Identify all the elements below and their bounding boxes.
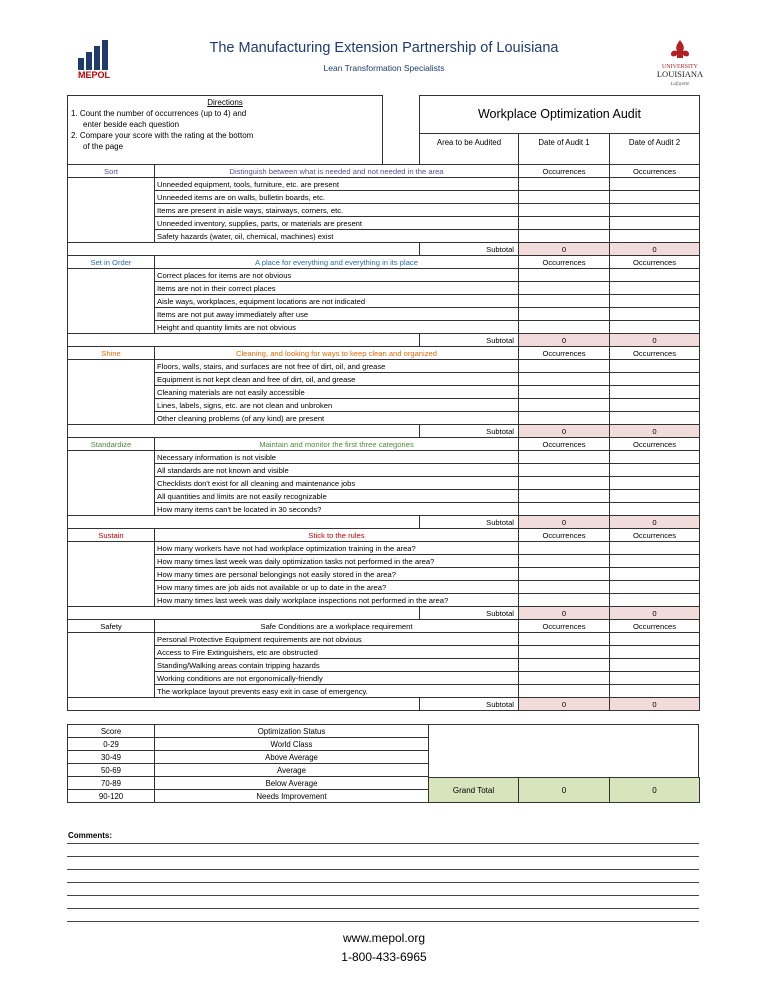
section-description-sort: Distinguish between what is needed and not needed in the area — [155, 165, 519, 178]
subtotal-audit-1[interactable]: 0 — [519, 334, 610, 347]
occurrences-header-1: Occurrences — [519, 165, 610, 178]
question-text: Items are not put away immediately after use — [155, 308, 519, 321]
occurrence-input-audit-2[interactable] — [610, 685, 700, 698]
question-text: Necessary information is not visible — [155, 451, 519, 464]
subtotal-audit-2[interactable]: 0 — [610, 425, 700, 438]
question-text: Checklists don't exist for all cleaning and maintenance jobs — [155, 477, 519, 490]
section-description-set: A place for everything and everything in its place — [155, 256, 519, 269]
mepol-logo-text: MEPOL — [77, 70, 111, 80]
occurrence-input-audit-2[interactable] — [610, 581, 700, 594]
question-text: Equipment is not kept clean and free of dirt, oil, and grease — [155, 373, 519, 386]
occurrence-input-audit-2[interactable] — [610, 594, 700, 607]
status-header: Optimization Status — [155, 725, 429, 738]
audit-title: Workplace Optimization Audit — [420, 96, 700, 134]
audit-form — [67, 95, 700, 711]
comment-line[interactable] — [67, 921, 699, 922]
comment-line[interactable] — [67, 908, 699, 909]
directions-step1-line2: enter beside each question — [83, 120, 180, 129]
section-name-safety: Safety — [68, 620, 155, 633]
occurrence-input-audit-1[interactable] — [519, 451, 610, 464]
optimization-status: Needs Improvement — [155, 790, 429, 803]
section-spacer — [68, 542, 155, 607]
subtotal-audit-1[interactable]: 0 — [519, 425, 610, 438]
subtotal-spacer — [68, 516, 420, 529]
occurrences-header-2: Occurrences — [610, 347, 700, 360]
occurrence-input-audit-1[interactable] — [519, 308, 610, 321]
occurrence-input-audit-1[interactable] — [519, 542, 610, 555]
occurrence-input-audit-2[interactable] — [610, 555, 700, 568]
occurrence-input-audit-1[interactable] — [519, 282, 610, 295]
section-spacer — [68, 633, 155, 698]
question-text: Height and quantity limits are not obvious — [155, 321, 519, 334]
subtotal-label: Subtotal — [420, 698, 519, 711]
subtotal-spacer — [68, 698, 420, 711]
occurrence-input-audit-2[interactable] — [610, 633, 700, 646]
section-description-safety: Safe Conditions are a workplace requirement — [155, 620, 519, 633]
directions-title: Directions — [207, 98, 243, 107]
ul-logo-top: UNIVERSITY — [662, 64, 698, 70]
occurrence-input-audit-1[interactable] — [519, 672, 610, 685]
occurrences-header-2: Occurrences — [610, 165, 700, 178]
score-row — [68, 790, 429, 803]
subtotal-label: Subtotal — [420, 243, 519, 256]
section-spacer — [68, 269, 155, 334]
occurrence-input-audit-2[interactable] — [610, 217, 700, 230]
subtotal-audit-1[interactable]: 0 — [519, 516, 610, 529]
subtotal-audit-2[interactable]: 0 — [610, 243, 700, 256]
occurrence-input-audit-2[interactable] — [610, 295, 700, 308]
section-description-shine: Cleaning, and looking for ways to keep clean and organized — [155, 347, 519, 360]
optimization-status: Below Average — [155, 777, 429, 790]
subtotal-audit-2[interactable]: 0 — [610, 698, 700, 711]
score-range: 90-120 — [68, 790, 155, 803]
occurrence-input-audit-2[interactable] — [610, 646, 700, 659]
occurrence-input-audit-2[interactable] — [610, 503, 700, 516]
grand-total-label: Grand Total — [429, 778, 519, 803]
grand-total-audit-2[interactable]: 0 — [610, 778, 700, 803]
occurrence-input-audit-2[interactable] — [610, 386, 700, 399]
occurrence-input-audit-1[interactable] — [519, 503, 610, 516]
occurrence-input-audit-2[interactable] — [610, 412, 700, 425]
question-text: Standing/Walking areas contain tripping hazards — [155, 659, 519, 672]
section-name-set: Set in Order — [68, 256, 155, 269]
occurrences-header-1: Occurrences — [519, 256, 610, 269]
occurrence-input-audit-1[interactable] — [519, 373, 610, 386]
occurrence-input-audit-2[interactable] — [610, 490, 700, 503]
occurrence-input-audit-1[interactable] — [519, 386, 610, 399]
score-row — [68, 738, 429, 751]
occurrence-input-audit-1[interactable] — [519, 217, 610, 230]
occurrence-input-audit-2[interactable] — [610, 230, 700, 243]
subtotal-audit-2[interactable]: 0 — [610, 334, 700, 347]
directions-step1-line1: 1. Count the number of occurrences (up to 4) and — [71, 109, 247, 118]
question-text: All quantities and limits are not easily recognizable — [155, 490, 519, 503]
occurrence-input-audit-1[interactable] — [519, 555, 610, 568]
comment-line[interactable] — [67, 895, 699, 896]
directions-step2-line2: of the page — [83, 142, 124, 151]
footer-phone: 1-800-433-6965 — [341, 950, 427, 964]
occurrence-input-audit-2[interactable] — [610, 451, 700, 464]
comment-line[interactable] — [67, 869, 699, 870]
page-title: The Manufacturing Extension Partnership of Louisiana — [209, 40, 559, 56]
question-text: Safety hazards (water, oil, chemical, machines) exist — [155, 230, 519, 243]
occurrence-input-audit-1[interactable] — [519, 477, 610, 490]
occurrence-input-audit-1[interactable] — [519, 360, 610, 373]
question-text: Floors, walls, stairs, and surfaces are not free of dirt, oil, and grease — [155, 360, 519, 373]
question-text: Lines, labels, signs, etc. are not clean and unbroken — [155, 399, 519, 412]
score-header: Score — [68, 725, 155, 738]
occurrences-header-1: Occurrences — [519, 438, 610, 451]
occurrences-header-2: Occurrences — [610, 620, 700, 633]
occurrences-header-2: Occurrences — [610, 438, 700, 451]
score-range: 70-89 — [68, 777, 155, 790]
section-spacer — [68, 451, 155, 516]
score-range: 50-69 — [68, 764, 155, 777]
subtotal-label: Subtotal — [420, 425, 519, 438]
comments-label: Comments: — [68, 831, 113, 840]
occurrence-input-audit-2[interactable] — [610, 477, 700, 490]
occurrence-input-audit-1[interactable] — [519, 490, 610, 503]
optimization-status: World Class — [155, 738, 429, 751]
optimization-status: Above Average — [155, 751, 429, 764]
col-date-audit-1: Date of Audit 1 — [519, 134, 610, 165]
question-text: Working conditions are not ergonomically-friendly — [155, 672, 519, 685]
grand-total-table — [428, 777, 700, 803]
occurrence-input-audit-2[interactable] — [610, 672, 700, 685]
occurrence-input-audit-2[interactable] — [610, 308, 700, 321]
section-description-standardize: Maintain and monitor the first three categories — [155, 438, 519, 451]
occurrence-input-audit-1[interactable] — [519, 321, 610, 334]
question-text: How many items can't be located in 30 seconds? — [155, 503, 519, 516]
question-text: Correct places for items are not obvious — [155, 269, 519, 282]
subtotal-label: Subtotal — [420, 334, 519, 347]
col-area-audited: Area to be Audited — [420, 134, 519, 165]
subtotal-audit-2[interactable]: 0 — [610, 607, 700, 620]
col-date-audit-2: Date of Audit 2 — [610, 134, 700, 165]
section-name-standardize: Standardize — [68, 438, 155, 451]
occurrence-input-audit-1[interactable] — [519, 295, 610, 308]
occurrence-input-audit-2[interactable] — [610, 321, 700, 334]
page-subtitle: Lean Transformation Specialists — [323, 63, 445, 73]
question-text: How many times last week was daily workplace inspections not performed in the area? — [155, 594, 519, 607]
occurrence-input-audit-1[interactable] — [519, 568, 610, 581]
directions-step2-line1: 2. Compare your score with the rating at the bottom — [71, 131, 254, 140]
occurrence-input-audit-2[interactable] — [610, 360, 700, 373]
section-spacer — [68, 360, 155, 425]
subtotal-audit-1[interactable]: 0 — [519, 243, 610, 256]
occurrence-input-audit-1[interactable] — [519, 646, 610, 659]
score-row — [68, 764, 429, 777]
question-text: Unneeded inventory, supplies, parts, or materials are present — [155, 217, 519, 230]
occurrence-input-audit-1[interactable] — [519, 269, 610, 282]
occurrence-input-audit-2[interactable] — [610, 178, 700, 191]
question-text: Personal Protective Equipment requirements are not obvious — [155, 633, 519, 646]
question-text: Unneeded equipment, tools, furniture, etc. are present — [155, 178, 519, 191]
occurrences-header-1: Occurrences — [519, 620, 610, 633]
occurrences-header-1: Occurrences — [519, 529, 610, 542]
question-text: Aisle ways, workplaces, equipment locations are not indicated — [155, 295, 519, 308]
score-range: 30-49 — [68, 751, 155, 764]
occurrence-input-audit-1[interactable] — [519, 230, 610, 243]
subtotal-audit-1[interactable]: 0 — [519, 607, 610, 620]
comment-line[interactable] — [67, 843, 699, 844]
question-text: Items are not in their correct places — [155, 282, 519, 295]
section-spacer — [68, 178, 155, 243]
occurrence-input-audit-2[interactable] — [610, 191, 700, 204]
question-text: Unneeded items are on walls, bulletin boards, etc. — [155, 191, 519, 204]
section-name-sustain: Sustain — [68, 529, 155, 542]
occurrences-header-1: Occurrences — [519, 347, 610, 360]
occurrence-input-audit-1[interactable] — [519, 178, 610, 191]
subtotal-audit-1[interactable]: 0 — [519, 698, 610, 711]
ul-lafayette-logo — [650, 38, 710, 88]
comment-line[interactable] — [67, 856, 699, 857]
occurrence-input-audit-2[interactable] — [610, 269, 700, 282]
occurrence-input-audit-2[interactable] — [610, 373, 700, 386]
grand-total-audit-1[interactable]: 0 — [519, 778, 610, 803]
score-range: 0-29 — [68, 738, 155, 751]
occurrence-input-audit-2[interactable] — [610, 659, 700, 672]
footer-url[interactable]: www.mepol.org — [342, 931, 426, 945]
question-text: How many times are personal belongings not easily stored in the area? — [155, 568, 519, 581]
occurrence-input-audit-1[interactable] — [519, 204, 610, 217]
occurrences-header-2: Occurrences — [610, 529, 700, 542]
question-text: Items are present in aisle ways, stairways, corners, etc. — [155, 204, 519, 217]
ul-logo-bottom: Lafayette — [670, 82, 690, 87]
subtotal-label: Subtotal — [420, 516, 519, 529]
subtotal-spacer — [68, 425, 420, 438]
occurrence-input-audit-1[interactable] — [519, 581, 610, 594]
occurrence-input-audit-2[interactable] — [610, 568, 700, 581]
occurrence-input-audit-2[interactable] — [610, 282, 700, 295]
occurrence-input-audit-1[interactable] — [519, 399, 610, 412]
section-name-sort: Sort — [68, 165, 155, 178]
occurrence-input-audit-2[interactable] — [610, 542, 700, 555]
occurrence-input-audit-2[interactable] — [610, 464, 700, 477]
subtotal-spacer — [68, 243, 420, 256]
subtotal-label: Subtotal — [420, 607, 519, 620]
occurrences-header-2: Occurrences — [610, 256, 700, 269]
occurrence-input-audit-1[interactable] — [519, 464, 610, 477]
subtotal-audit-2[interactable]: 0 — [610, 516, 700, 529]
question-text: How many workers have not had workplace optimization training in the area? — [155, 542, 519, 555]
occurrence-input-audit-1[interactable] — [519, 412, 610, 425]
occurrence-input-audit-1[interactable] — [519, 594, 610, 607]
subtotal-spacer — [68, 607, 420, 620]
question-text: How many times last week was daily optimization tasks not performed in the area? — [155, 555, 519, 568]
ul-logo-name: LOUISIANA — [656, 69, 704, 79]
occurrence-input-audit-1[interactable] — [519, 685, 610, 698]
score-row — [68, 777, 429, 790]
question-text: Other cleaning problems (of any kind) are present — [155, 412, 519, 425]
question-text: Access to Fire Extinguishers, etc are obstructed — [155, 646, 519, 659]
question-text: How many times are job aids not available or up to date in the area? — [155, 581, 519, 594]
score-row — [68, 751, 429, 764]
occurrence-input-audit-2[interactable] — [610, 399, 700, 412]
section-description-sustain: Stick to the rules — [155, 529, 519, 542]
section-name-shine: Shine — [68, 347, 155, 360]
question-text: All standards are not known and visible — [155, 464, 519, 477]
subtotal-spacer — [68, 334, 420, 347]
header-gap — [383, 96, 420, 165]
occurrence-input-audit-1[interactable] — [519, 633, 610, 646]
score-table — [67, 724, 429, 803]
occurrence-input-audit-1[interactable] — [519, 191, 610, 204]
optimization-status: Average — [155, 764, 429, 777]
comment-line[interactable] — [67, 882, 699, 883]
question-text: The workplace layout prevents easy exit in case of emergency. — [155, 685, 519, 698]
occurrence-input-audit-2[interactable] — [610, 204, 700, 217]
question-text: Cleaning materials are not easily accessible — [155, 386, 519, 399]
directions-box — [68, 96, 383, 165]
occurrence-input-audit-1[interactable] — [519, 659, 610, 672]
